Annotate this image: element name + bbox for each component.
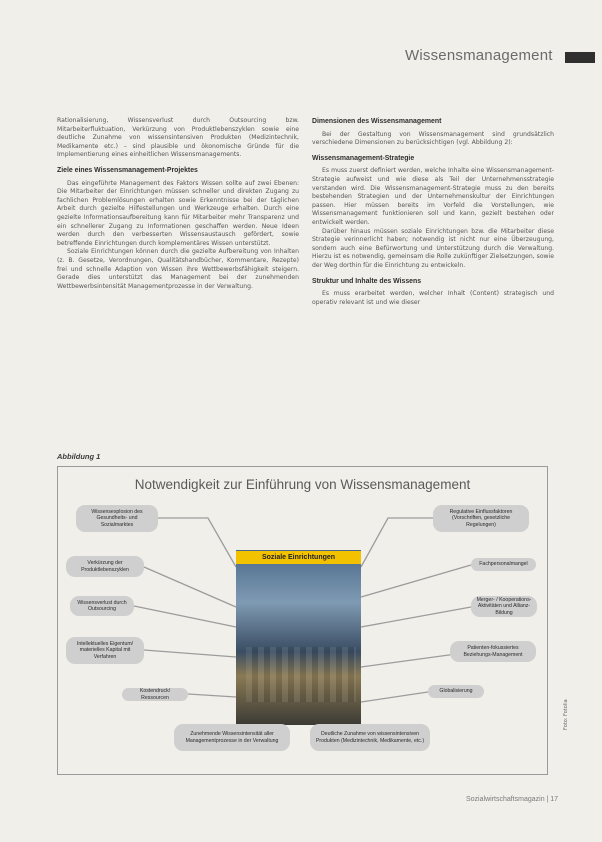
driver-node: Fachpersonalmangel [471, 558, 536, 571]
driver-node: Globalisierung [428, 685, 484, 698]
driver-node: Intellektuelles Eigentum/ materielles Kapital mit Verfahren [66, 637, 144, 664]
driver-node: Merger- / Kooperations-Aktivitäten und Allianz-Bildung [471, 596, 537, 617]
page-footer: Sozialwirtschaftsmagazin | 17 [466, 796, 559, 803]
driver-node: Deutliche Zunahme von wissensintensiven Produkten (Medizintechnik, Medikamente, etc.) [310, 724, 430, 751]
text-column-right [312, 118, 554, 307]
section-title: Wissensmanagement [405, 47, 553, 64]
driver-node: Verkürzung der Produktlebenszyklen [66, 556, 144, 577]
paragraph: Darüber hinaus müssen soziale Einrichtungen bzw. die Mitarbeiter diese Strategie verinnerlicht haben; notwendig ist nicht nur eine Überzeugung, sondern auch eine Befürwortung und Unterstützung durch die Verwaltung. Hierzu ist es notwendig, gemeinsam die Rolle zukünftiger Zielsetzungen, sowie der Weg dorthin für die Einrichtung zu entwickeln. [312, 227, 554, 269]
figure-label: Abbildung 1 [57, 452, 101, 461]
photo-credit: Foto: Fotolia [563, 699, 569, 730]
driver-node: Wissensverlust durch Outsourcing [70, 596, 134, 616]
driver-node: Wissensexplosion des Gesundheits- und Sozialmarktes [76, 505, 158, 532]
paragraph: Bei der Gestaltung von Wissensmanagement sind grundsätzlich verschiedene Dimensionen zu berücksichtigen (vgl. Abbildung 2): [312, 130, 554, 147]
driver-node: Kostendruck/ Ressourcen [122, 688, 188, 701]
driver-node: Zunehmende Wissensintensität aller Managementprozesse in der Verwaltung [174, 724, 290, 751]
text-column-left [57, 117, 299, 291]
header-marker [565, 52, 595, 63]
driver-node: Regulative Einflussfaktoren (Vorschriften, gesetzliche Regelungen) [433, 505, 529, 532]
paragraph: Es muss zuerst definiert werden, welche Inhalte eine Wissensmanagement-Strategie aufweist und wie diese als Teil der Unternehmensstrategie verstanden wird. Die Wissensmanagement-Strategie muss zu den bereits bestehenden Strategien und der Unternehmenskultur der Einrichtungen passen. Hier müssen bereits im Vorfeld die Vorstellungen, wie Wissensmanagement funktionieren soll und kann, gezielt bestehen oder entwickelt werden. [312, 167, 554, 226]
paragraph: Soziale Einrichtungen können durch die gezielte Aufbereitung von Inhalten (z. B. Gesetze, Verordnungen, Qualitätshandbücher, Kommentare, Rezepte) frei und schnelle Adaption von Wissen ihre Wettbewerbsfähigkeit steigern. Gerade dies unterstützt das Management bei der zunehmenden Wettbewerbsintensität Managementprozesse in der Verwaltung. [57, 248, 299, 290]
center-label: Soziale Einrichtungen [236, 551, 361, 564]
subheading: Ziele eines Wissensmanagement-Projektes [57, 166, 198, 174]
building-facade [246, 647, 356, 702]
figure-diagram [57, 466, 548, 775]
paragraph: Rationalisierung, Wissensverlust durch Outsourcing bzw. Mitarbeiterfluktuation, Verkürzung von Produktlebenszyklen sowie eine deutliche Zunahme von wissensintensiven Produkten (Medizintechnik, Medikamente etc.) – sind plausible und ökonomische Gründe für die Implementierung eines einheitlichen Wissensmanagements. [57, 117, 299, 159]
subheading: Dimensionen des Wissensmanagement [312, 118, 442, 125]
paragraph: Das eingeführte Management des Faktors Wissen sollte auf zwei Ebenen: Die Mitarbeiter der Einrichtungen müssen schneller und direkten Zugang zu fachlichen Problemlösungen erhalten sowie Erkenntnisse bei der täglichen Arbeit durch gezielte Hilfestellungen und Werkzeuge erhalten. Durch eine gezielte Informationsaufbereitung kann für Mitarbeiter mehr Transparenz und ein schnellerer Zugang zu Informationen geschaffen werden. Neue Ideen werden durch den verbesserten Wissensaustausch gefördert, sowie betreffende Einrichtungen durch komplementäres Wissen unterstützt. [57, 179, 299, 247]
paragraph: Es muss erarbeitet werden, welcher Inhalt (Content) strategisch und operativ relevant ist und wie dieser [312, 290, 554, 306]
subheading: Struktur und Inhalte des Wissens [312, 277, 422, 285]
subheading: Wissensmanagement-Strategie [312, 154, 415, 162]
driver-node: Patienten-fokussiertes Beziehungs-Management [450, 641, 536, 662]
figure-title: Notwendigkeit zur Einführung von Wissensmanagement [134, 477, 471, 492]
